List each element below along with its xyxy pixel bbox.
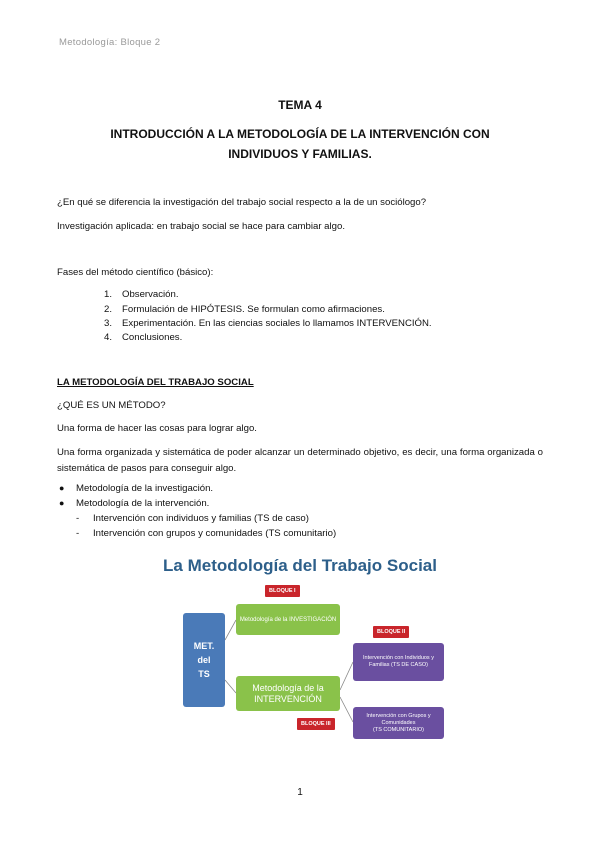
caso-line: Familias (TS DE CASO) (369, 662, 428, 668)
dash-icon: - (76, 528, 80, 539)
met-line: TS (198, 669, 210, 679)
method-paragraph: Una forma organizada y sistemática de poder alcanzar un determinado objetivo, es decir, una forma organizada o sistemática de pasos para conseguir algo. (57, 447, 543, 474)
bloque-2-badge: BLOQUE II (373, 626, 409, 638)
list-text: Experimentación. En las ciencias sociales lo llamamos INTERVENCIÓN. (122, 318, 432, 329)
list-number: 1. (104, 289, 113, 300)
intervencion-line: INTERVENCIÓN (254, 693, 322, 704)
investigacion-box: Metodología de la INVESTIGACIÓN (236, 604, 340, 635)
topic-number: TEMA 4 (278, 98, 322, 112)
caso-line: Intervención con Individuos y (363, 655, 434, 661)
caso-box (353, 643, 444, 681)
comunitario-line: (TS COMUNITARIO) (373, 726, 424, 733)
list-number: 2. (104, 304, 113, 315)
method-answer: Una forma de hacer las cosas para lograr algo. (57, 423, 257, 434)
bullet-dot-icon: ● (59, 498, 65, 508)
question-text: ¿En qué se diferencia la investigación del trabajo social respecto a la de un sociólogo? (57, 197, 427, 208)
comunitario-box (353, 707, 444, 739)
list-text: Formulación de HIPÓTESIS. Se formulan como afirmaciones. (122, 304, 385, 315)
diagram-title: La Metodología del Trabajo Social (163, 556, 437, 575)
page-header: Metodología: Bloque 2 (59, 37, 161, 48)
bullet-text: Metodología de la investigación. (76, 483, 214, 494)
list-text: Observación. (122, 289, 179, 300)
phases-intro: Fases del método científico (básico): (57, 267, 214, 278)
answer-text: Investigación aplicada: en trabajo social se hace para cambiar algo. (57, 221, 345, 232)
bullet-text: Metodología de la intervención. (76, 498, 210, 509)
met-line: MET. (193, 641, 215, 651)
bloque-3-badge: BLOQUE III (297, 718, 335, 730)
intervencion-line: Metodología de la (252, 682, 324, 693)
intervencion-box (236, 676, 340, 711)
comunitario-line: Intervención con Grupos y (366, 712, 431, 719)
list-text: Conclusiones. (122, 332, 183, 343)
comunitario-line: Comunidades (381, 719, 416, 726)
document-title: INTRODUCCIÓN A LA METODOLOGÍA DE LA INTERVENCIÓN CON INDIVIDUOS Y FAMILIAS. (110, 127, 490, 161)
method-question: ¿QUÉ ES UN MÉTODO? (57, 400, 166, 411)
met-line: del (197, 655, 211, 665)
list-number: 4. (104, 332, 113, 343)
met-ts-box (183, 613, 225, 707)
list-number: 3. (104, 318, 113, 329)
dash-icon: - (76, 513, 80, 524)
bloque-1-badge: BLOQUE I (265, 585, 300, 597)
page-number: 1 (297, 787, 303, 798)
bullet-dot-icon: ● (59, 483, 65, 493)
sub-bullet-text: Intervención con grupos y comunidades (TS comunitario) (93, 528, 337, 539)
section-title: LA METODOLOGÍA DEL TRABAJO SOCIAL (57, 377, 254, 388)
sub-bullet-text: Intervención con individuos y familias (TS de caso) (93, 513, 309, 524)
